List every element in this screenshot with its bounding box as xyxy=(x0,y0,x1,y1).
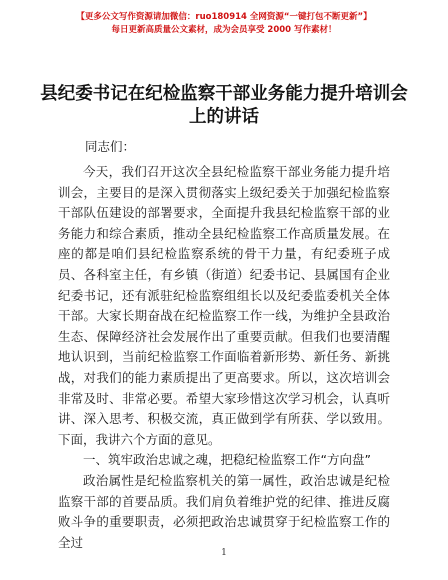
body-paragraph: 今天，我们召开这次全县纪检监察干部业务能力提升培训会，主要目的是深入贯彻落实上级纪委关于加强纪检监察干部队伍建设的部署要求，全面提升我县纪检监察干部的业务能力和综合素质，推动全县纪检监察工作高质量发展。在座的都是咱们县纪检监察系统的骨干力量，有纪委班子成员、各科室主任，有乡镇（街道）纪委书记、县属国有企业纪委书记，还有派驻纪检监察组组长以及纪委监委机关全体干部。大家长期奋战在纪检监察工作一线，为维护全县政治生态、保障经济社会发展作出了重要贡献。但我们也要清醒地认识到，当前纪检监察工作面临着新形势、新任务、新挑战，对我们的能力素质提出了更高要求。所以，这次培训会非常及时、非常必要。希望大家珍惜这次学习机会，认真听讲、深入思考、积极交流，真正做到学有所获、学以致用。下面，我讲六个方面的意见。 xyxy=(58,164,390,447)
body-paragraph: 政治属性是纪检监察机关的第一属性，政治忠诚是纪检监察干部的首要品质。我们肩负着维护党的纪律、推进反腐败斗争的重要职责，必须把政治忠诚贯穿于纪检监察工作的全过 xyxy=(58,472,390,550)
document-body xyxy=(58,162,390,553)
promo-banner-line-2: 每日更新高质量公文素材，成为会员享受 2000 写作素材！ xyxy=(111,25,337,35)
promo-banner-line-1: 【更多公文写作资源请加微信：ruo180914 全网资源“一键打包不断更新”】 xyxy=(76,12,372,22)
salutation: 同志们： xyxy=(85,139,136,154)
document-title: 县纪委书记在纪检监察干部业务能力提升培训会上的讲话 xyxy=(40,84,408,127)
section-heading: 一、筑牢政治忠诚之魂，把稳纪检监察工作“方向盘” xyxy=(83,452,371,468)
page-number: 1 xyxy=(221,548,227,558)
